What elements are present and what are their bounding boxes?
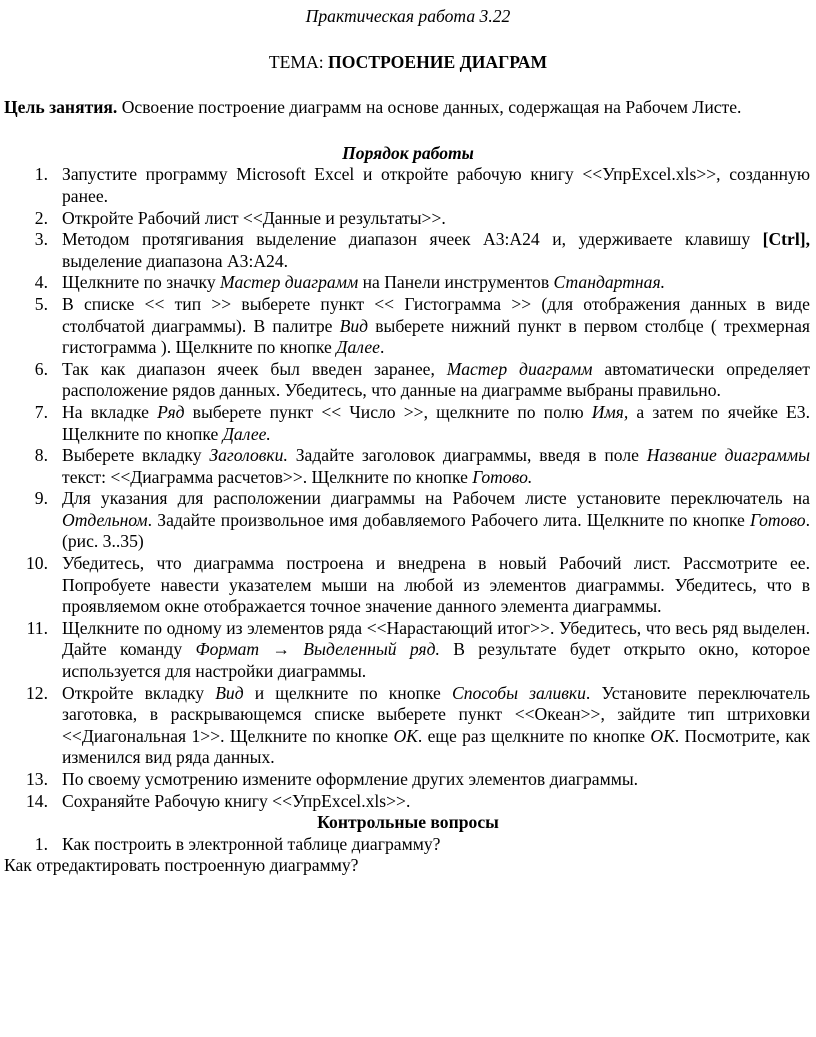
step-text-part: Стандартная. — [553, 272, 666, 293]
step-text-part: . Посмотрите, как изменился вид ряда данных. — [62, 725, 810, 768]
questions-list — [4, 834, 812, 856]
step-text-part: ОК — [650, 725, 675, 746]
last-question-line: Как отредактировать построенную диаграмму? — [4, 855, 359, 876]
step-text-part: . Задайте произвольное имя добавляемого Рабочего лита. Щелкните по кнопке — [147, 509, 750, 530]
work-title: Практическая работа 3.22 — [305, 6, 511, 26]
step-number: 7. — [34, 401, 48, 422]
step-text-part: Мастер диаграмм — [446, 358, 593, 379]
step-item — [4, 164, 812, 207]
step-text — [62, 445, 812, 488]
step-text-part: Имя, — [591, 401, 629, 422]
questions-heading: Контрольные вопросы — [317, 812, 499, 833]
step-text-part: автоматически определяет расположение рядов данных. Убедитесь, что данные на диаграмме выбраны правильно. — [62, 358, 810, 401]
step-text — [62, 359, 812, 402]
step-text-part: ОК — [393, 725, 418, 746]
step-text-part: Щелкните по одному из элементов ряда <<Нарастающий итог>>. Убедитесь, что весь ряд выделен. Дайте команду — [62, 617, 810, 660]
step-number: 9. — [34, 488, 48, 509]
question-number: 1. — [34, 833, 48, 854]
step-text-part: Задайте заголовок диаграммы, введя в поле — [287, 445, 647, 466]
step-text-part: Способы заливки — [451, 682, 586, 703]
topic-title: ПОСТРОЕНИЕ ДИАГРАМ — [328, 51, 548, 72]
step-text-part: на Панели инструментов — [358, 272, 554, 293]
step-text — [62, 272, 812, 294]
step-text — [62, 294, 812, 359]
step-text-part: Так как диапазон ячеек был введен заранее, — [62, 358, 447, 379]
step-text-part: Ряд — [157, 401, 185, 422]
step-text — [62, 618, 812, 683]
question-text: Как построить в электронной таблице диаграмму? — [62, 833, 441, 854]
step-text-part: выделение диапазона А3:А24. — [62, 250, 289, 271]
goal-label: Цель занятия. — [4, 97, 118, 118]
step-text-part: Формат → Выделенный ряд. — [195, 639, 440, 660]
step-number: 1. — [34, 164, 48, 185]
steps-list — [4, 164, 812, 812]
step-text-part: В списке << тип >> выберете пункт << Гистограмма >> (для отображения данных в виде столбчатой диаграммы). В палитре — [62, 293, 810, 336]
step-number: 14. — [26, 790, 48, 811]
step-number: 8. — [34, 445, 48, 466]
step-text-part: Выберете вкладку — [62, 445, 210, 466]
step-number: 2. — [34, 207, 48, 228]
step-item — [4, 294, 812, 359]
step-text-part: Готово — [749, 509, 806, 530]
step-text-part: . — [379, 337, 385, 358]
step-item — [4, 769, 812, 791]
step-text-part: По своему усмотрению измените оформление других элементов диаграммы. — [62, 769, 639, 789]
step-text — [62, 791, 812, 813]
step-text-part: выберете нижний пункт в первом столбце ( трехмерная гистограмма ). Щелкните по кнопке — [62, 315, 810, 358]
step-text-part: .(рис. 3..35) — [62, 509, 810, 552]
step-number: 10. — [26, 553, 48, 574]
step-text-part: Запустите программу Microsoft Excel и откройте рабочую книгу <<УпрExcel.xls>>, созданную ранее. — [62, 164, 810, 206]
step-text-part: Отдельном — [62, 509, 148, 530]
step-text-part: Мастер диаграмм — [220, 272, 359, 293]
step-text-part: Заголовки. — [209, 445, 288, 466]
topic-prefix: ТЕМА: — [268, 51, 329, 72]
step-text-part: Сохраняйте Рабочую книгу <<УпрExcel.xls>>. — [62, 790, 411, 811]
goal-text: Освоение построение диаграмм на основе данных, содержащая на Рабочем Листе. — [117, 97, 742, 118]
step-text-part: В результате будет открыто окно, которое используется для настройки диаграммы. — [62, 639, 811, 682]
step-item — [4, 618, 812, 683]
step-text-part: Щелкните по значку — [62, 272, 221, 293]
topic-line — [4, 52, 812, 74]
step-item — [4, 359, 812, 402]
step-item — [4, 683, 812, 769]
step-number: 12. — [26, 682, 48, 703]
step-text-part: . Установите переключатель заготовка, в раскрывающемся списке выберете пункт <<Океан>>, зайдите тип штриховки <<Диагональная 1>>. Щелкните по кнопке — [62, 682, 810, 746]
step-item — [4, 402, 812, 445]
step-item — [4, 208, 812, 230]
step-text-part: Готово. — [472, 466, 533, 487]
step-text — [62, 769, 812, 791]
step-number: 4. — [34, 272, 48, 293]
step-text-part: Откройте Рабочий лист <<Данные и результаты>>. — [62, 207, 446, 228]
step-text-part: . еще раз щелкните по кнопке — [417, 725, 651, 746]
step-text-part: выберете пункт << Число >>, щелкните по полю — [184, 401, 592, 422]
step-number: 13. — [26, 769, 48, 789]
order-heading: Порядок работы — [342, 142, 474, 163]
step-text-part: Вид — [339, 315, 369, 336]
step-text-part: Название диаграммы — [646, 445, 810, 466]
step-item — [4, 445, 812, 488]
step-item — [4, 488, 812, 553]
step-item — [4, 553, 812, 618]
question-item — [4, 834, 812, 856]
step-number: 5. — [34, 293, 48, 314]
step-number: 3. — [34, 229, 48, 250]
step-text-part: Убедитесь, что диаграмма построена и внедрена в новый Рабочий лист. Рассмотрите ее. Попробуете навести указателем мыши на любой из элементов диаграммы. Убедитесь, что в проявляемом окне отображается точное значение данного элемента диаграммы. — [62, 553, 810, 617]
step-text — [62, 229, 812, 272]
step-item — [4, 791, 812, 813]
step-text — [62, 553, 812, 618]
step-text — [62, 208, 812, 230]
step-text-part: [Ctrl], — [762, 229, 810, 250]
step-text-part: Вид — [215, 682, 244, 703]
step-text-part: Далее — [336, 337, 380, 358]
step-text-part: Откройте вкладку — [62, 682, 216, 703]
step-text — [62, 488, 812, 553]
step-item — [4, 272, 812, 294]
step-text-part: Далее. — [222, 423, 271, 444]
step-text-part: Для указания для расположении диаграммы на Рабочем листе установите переключатель на — [62, 488, 810, 509]
step-number: 6. — [34, 358, 48, 379]
step-text — [62, 164, 812, 207]
step-text — [62, 402, 812, 445]
step-text-part: и щелкните по кнопке — [243, 682, 452, 703]
step-text — [62, 683, 812, 769]
step-item — [4, 229, 812, 272]
step-text-part: а затем по ячейке Е3. Щелкните по кнопке — [62, 401, 811, 444]
step-text-part: На вкладке — [62, 401, 158, 422]
step-text-part: Методом протягивания выделение диапазон ячеек А3:А24 и, удерживаете клавишу — [62, 229, 763, 250]
goal-paragraph — [4, 97, 812, 119]
step-text-part: текст: <<Диаграмма расчетов>>. Щелкните по кнопке — [62, 466, 473, 487]
step-number: 11. — [26, 617, 48, 638]
